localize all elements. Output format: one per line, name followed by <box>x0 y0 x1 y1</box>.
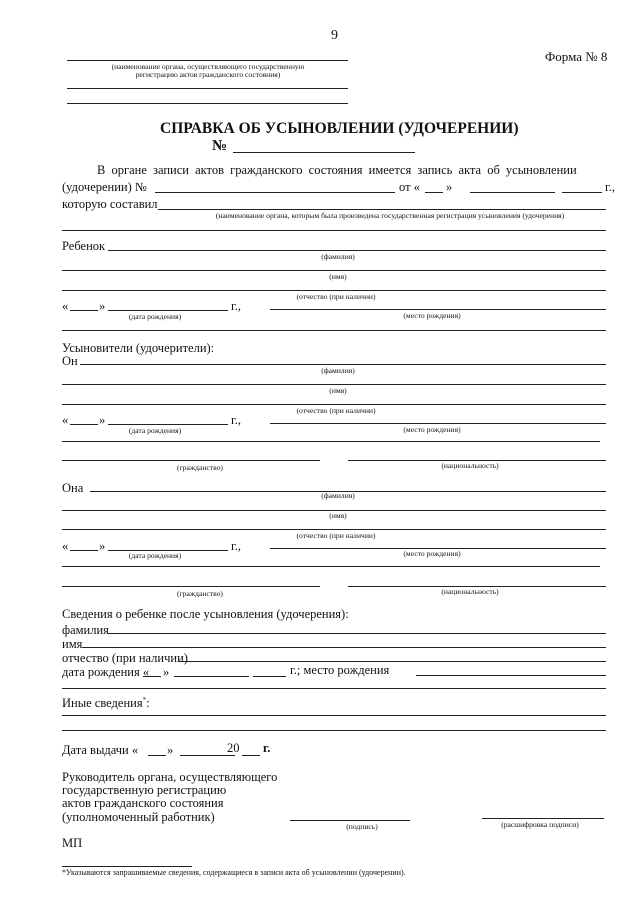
document-title: СПРАВКА ОБ УСЫНОВЛЕНИИ (УДОЧЕРЕНИИ) <box>160 120 519 137</box>
intro-text: В органе записи актов гражданского состояния имеется запись акта об усыновлении <box>97 163 577 177</box>
birth-place-line <box>270 309 606 310</box>
signature-line <box>290 820 410 821</box>
blank-line <box>62 688 606 689</box>
caption-nationality: (национальность) <box>441 587 499 596</box>
date-text: « <box>62 539 69 553</box>
year-line <box>562 192 602 193</box>
blank-line <box>62 441 600 442</box>
after-birth-label: дата рождения « <box>62 665 150 679</box>
after-patronymic-label: отчество (при наличии) <box>62 651 188 665</box>
other-info-line <box>62 715 606 716</box>
after-heading: Сведения о ребенке после усыновления (удочерения): <box>62 607 349 621</box>
footnote: *Указываются запрашиваемые сведения, содержащиеся в записи акта об усыновлении (удочерении). <box>62 868 406 877</box>
caption-birth-place: (место рождения) <box>403 311 461 320</box>
intro-text: г., <box>605 180 615 194</box>
he-patronymic-line <box>62 404 606 405</box>
caption-birth-place: (место рождения) <box>403 425 461 434</box>
compiled-caption: (наименование органа, которым была произведена государственная регистрация усыновления (удочерения) <box>215 211 565 220</box>
organ-caption: (наименование органа, осуществляющего государственную <box>111 62 305 71</box>
caption-patronymic: (отчество (при наличии) <box>296 406 376 415</box>
he-name-line <box>62 384 606 385</box>
month-line <box>470 192 555 193</box>
organ-line <box>67 103 348 104</box>
number-line <box>233 152 415 153</box>
issue-date-label: Дата выдачи « <box>62 743 139 757</box>
caption-name: (имя) <box>329 272 347 281</box>
record-number-line <box>155 192 395 193</box>
stamp-label: МП <box>62 836 83 850</box>
he-label: Он <box>62 354 78 368</box>
blank-line <box>62 330 606 331</box>
day-line <box>425 192 443 193</box>
caption-citizenship: (гражданство) <box>177 463 223 472</box>
after-surname-line <box>108 633 606 634</box>
birth-place-line <box>270 423 606 424</box>
number-sign: № <box>212 138 228 154</box>
she-patronymic-line <box>62 529 606 530</box>
child-surname-line <box>108 250 606 251</box>
page-number: 9 <box>331 28 338 43</box>
compiled-line <box>158 209 606 210</box>
child-name-line <box>62 270 606 271</box>
caption-patronymic: (отчество (при наличии) <box>296 531 376 540</box>
date-text: г., <box>231 539 241 553</box>
caption-name: (имя) <box>329 386 347 395</box>
after-surname-label: фамилия <box>62 623 109 637</box>
caption-birth-date: (дата рождения) <box>128 426 182 435</box>
birth-date-line <box>108 424 228 425</box>
caption-patronymic: (отчество (при наличии) <box>296 292 376 301</box>
caption-name: (имя) <box>329 511 347 520</box>
organ-line <box>67 88 348 89</box>
she-label: Она <box>62 481 84 495</box>
caption-nationality: (национальность) <box>441 461 499 470</box>
blank-line <box>62 230 606 231</box>
date-text: 20 <box>227 741 240 755</box>
caption-surname: (фамилия) <box>321 491 355 500</box>
form-label: Форма № 8 <box>545 49 608 64</box>
other-info-label: Иные сведения*: <box>62 696 150 711</box>
date-text: г. <box>263 741 271 755</box>
citizenship-line <box>62 460 320 461</box>
date-text: г., <box>231 299 241 313</box>
intro-text: которую составил <box>62 197 158 211</box>
caption-birth-place: (место рождения) <box>403 549 461 558</box>
adopters-label: Усыновители (удочерители): <box>62 341 215 355</box>
intro-text: (удочерении) № <box>62 180 147 194</box>
caption-birth-date: (дата рождения) <box>128 551 182 560</box>
date-text: « <box>62 413 69 427</box>
head-text: (уполномоченный работник) <box>62 810 215 824</box>
head-text: Руководитель органа, осуществляющего <box>62 770 278 784</box>
date-text: » <box>99 299 106 313</box>
date-text: г., <box>231 413 241 427</box>
after-name-line <box>82 647 606 648</box>
caption-birth-date: (дата рождения) <box>128 312 182 321</box>
day-line <box>70 550 98 551</box>
signature-decode-line <box>482 818 604 819</box>
blank-line <box>62 566 600 567</box>
date-text: » <box>167 743 174 757</box>
year-line <box>242 755 260 756</box>
head-text: государственную регистрацию <box>62 783 227 797</box>
organ-line <box>67 60 348 61</box>
after-place-label: г.; место рождения <box>290 663 390 677</box>
caption-signature-decode: (расшифровка подписи) <box>501 820 579 829</box>
month-line <box>174 676 249 677</box>
day-line <box>143 676 161 677</box>
intro-text: » <box>446 180 453 194</box>
year-line <box>253 676 286 677</box>
head-text: актов гражданского состояния <box>62 796 224 810</box>
organ-caption: регистрацию актов гражданского состояния) <box>135 70 281 79</box>
after-name-label: имя <box>62 637 83 651</box>
child-label: Ребенок <box>62 239 106 253</box>
other-info-line <box>62 730 606 731</box>
date-text: « <box>62 299 69 313</box>
date-text: » <box>163 665 170 679</box>
month-line <box>180 755 235 756</box>
citizenship-line <box>62 586 320 587</box>
after-patronymic-line <box>178 661 606 662</box>
after-place-line <box>416 675 606 676</box>
caption-signature: (подпись) <box>346 822 378 831</box>
day-line <box>70 424 98 425</box>
caption-surname: (фамилия) <box>321 366 355 375</box>
caption-citizenship: (гражданство) <box>177 589 223 598</box>
birth-date-line <box>108 310 228 311</box>
caption-surname: (фамилия) <box>321 252 355 261</box>
child-patronymic-line <box>62 290 606 291</box>
date-text: » <box>99 539 106 553</box>
day-line <box>148 755 166 756</box>
date-text: » <box>99 413 106 427</box>
footnote-divider <box>62 866 192 867</box>
intro-text: от « <box>399 180 420 194</box>
day-line <box>70 310 98 311</box>
he-surname-line <box>80 364 606 365</box>
